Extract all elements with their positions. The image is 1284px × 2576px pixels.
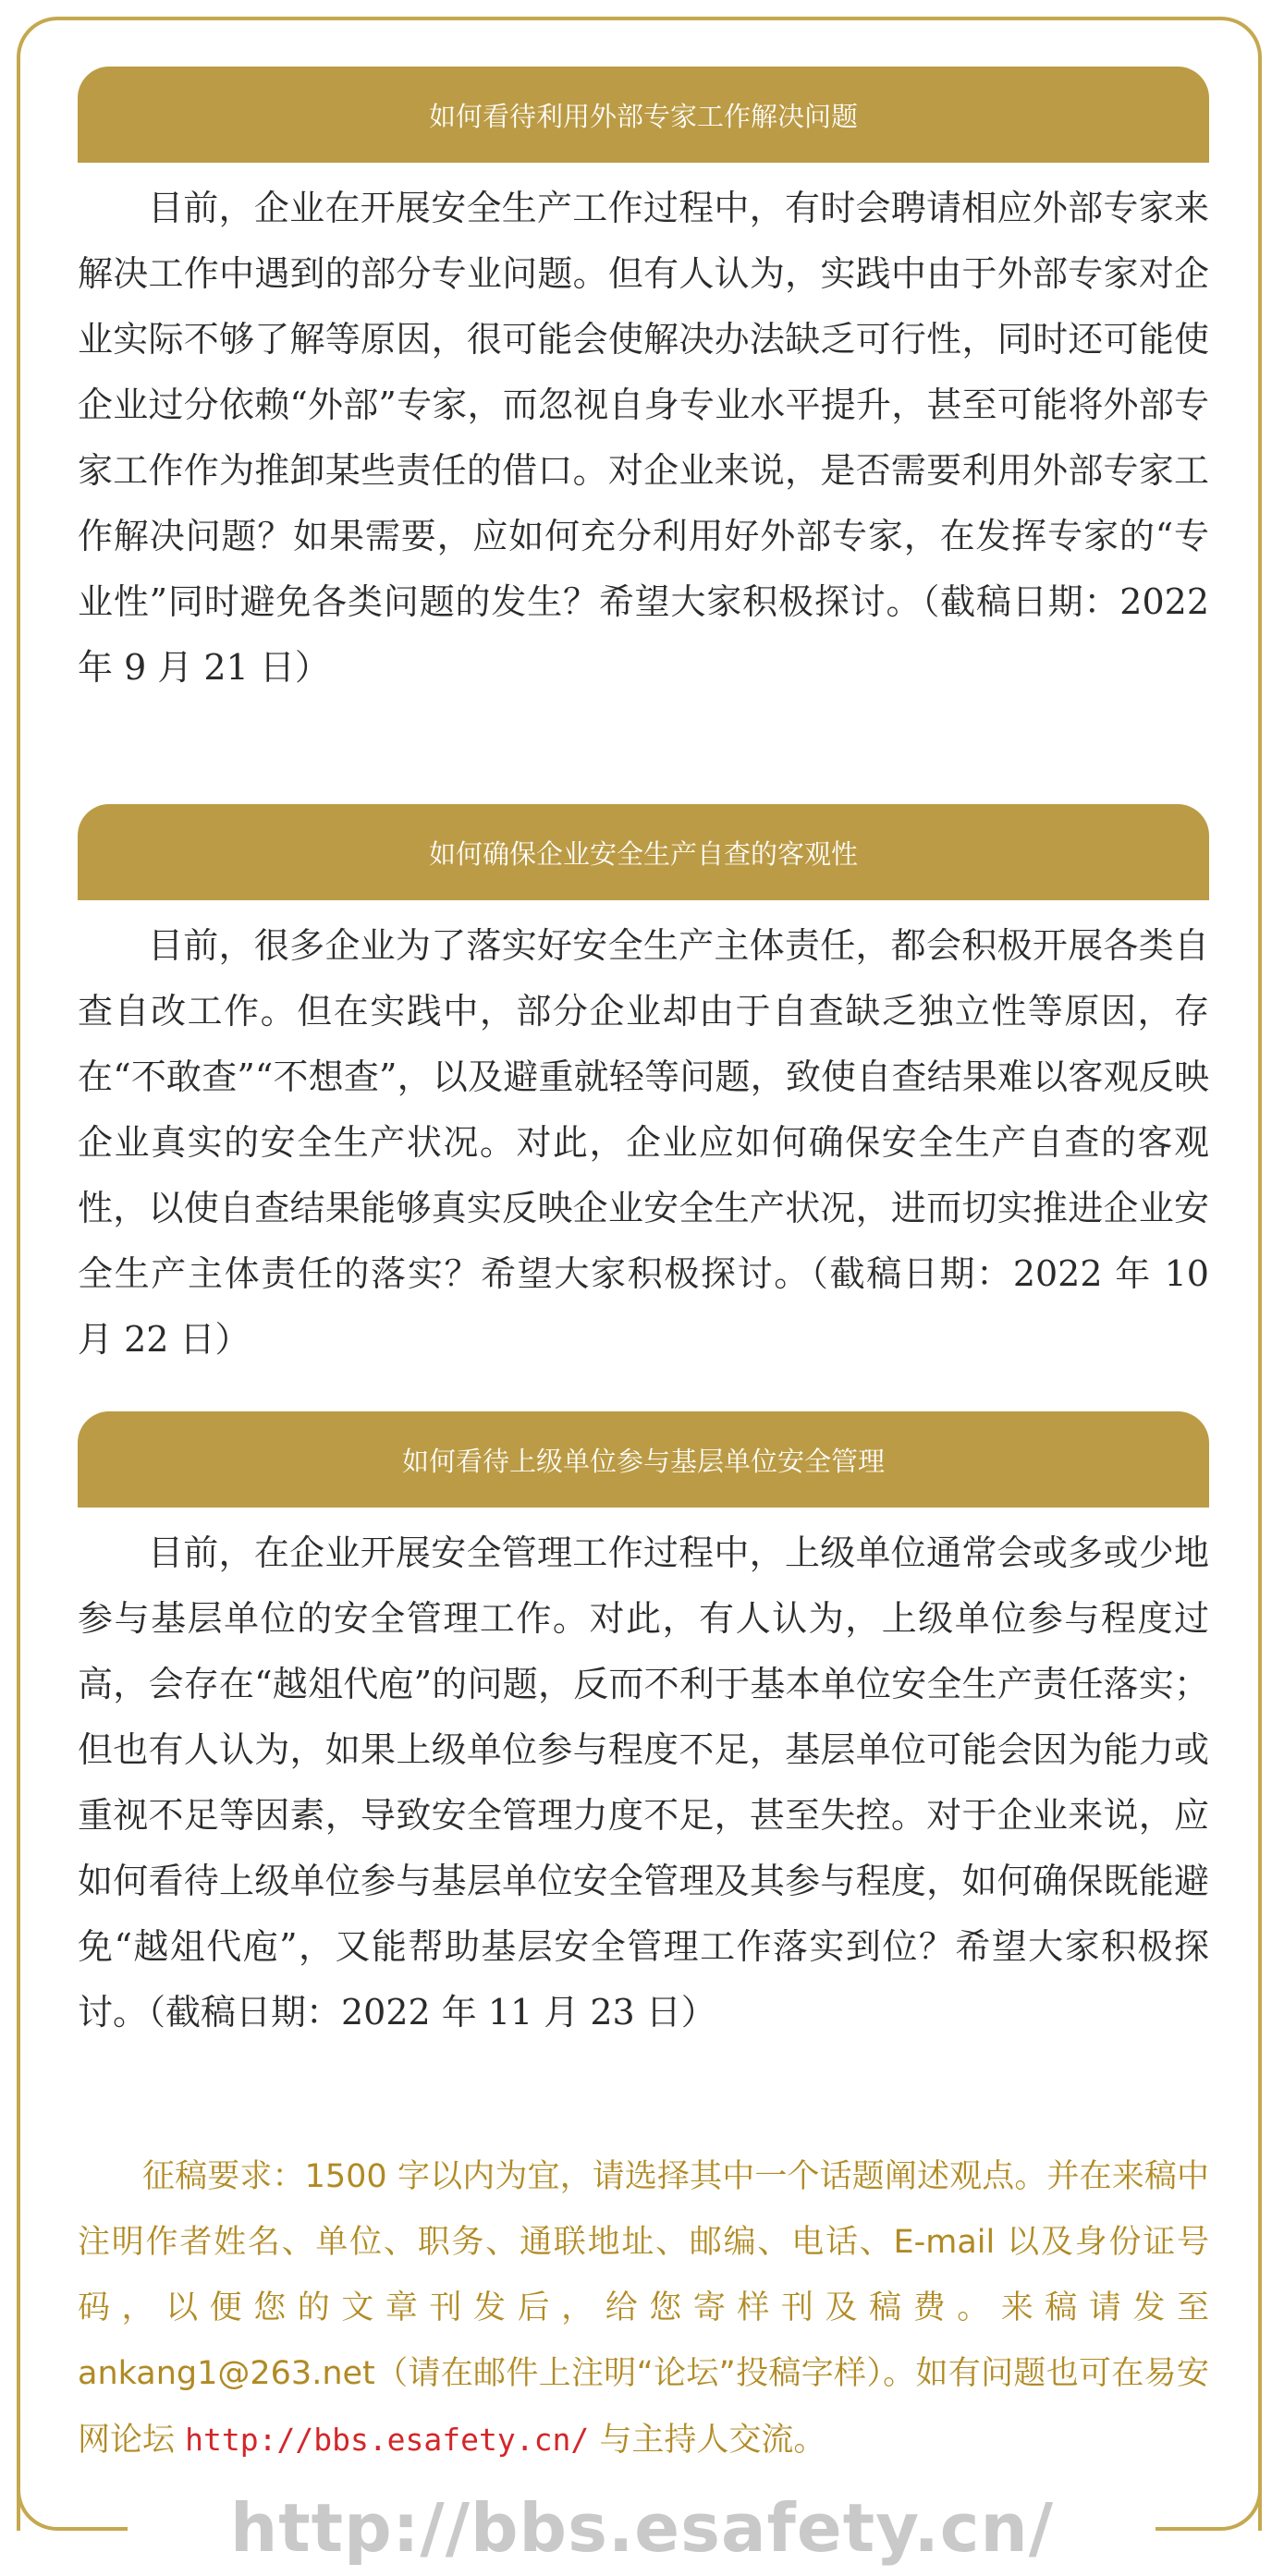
section-body-2: 目前，很多企业为了落实好安全生产主体责任，都会积极开展各类自查自改工作。但在实践中，部分企业却由于自查缺乏独立性等原因，存在“不敢查”“不想查”，以及避重就轻等问题，致使自查结果难以客观反映企业真实的安全生产状况。对此，企业应如何确保安全生产自查的客观性，以使自查结果能够真实反映企业安全生产状况，进而切实推进企业安全生产主体责任的落实？希望大家积极探讨。（截稿日期：2022 年 10 月 22 日） xyxy=(78,925,1209,1360)
call-for-papers-text: 征稿要求：1500 字以内为宜，请选择其中一个话题阐述观点。并在来稿中注明作者姓名、单位、职务、通联地址、邮编、电话、E-mail 以及身份证号码，以便您的文章刊发后，给您寄样刊及稿费。来稿请发至 ankang1@263.net（请在邮件上注明“论坛”投稿字样）。如有问题也可在易安网论坛 xyxy=(78,2158,1209,2459)
call-for-papers-tail: 与主持人交流。 xyxy=(589,2422,826,2459)
section-header-3: 如何看待上级单位参与基层单位安全管理 xyxy=(78,1411,1209,1508)
section-header-2: 如何确保企业安全生产自查的客观性 xyxy=(78,804,1209,900)
section-header-1: 如何看待利用外部专家工作解决问题 xyxy=(78,67,1209,163)
forum-link[interactable]: http://bbs.esafety.cn/ xyxy=(185,2422,590,2458)
section-body-1: 目前，企业在开展安全生产工作过程中，有时会聘请相应外部专家来解决工作中遇到的部分专业问题。但有人认为，实践中由于外部专家对企业实际不够了解等原因，很可能会使解决办法缺乏可行性，同时还可能使企业过分依赖“外部”专家，而忽视自身专业水平提升，甚至可能将外部专家工作作为推卸某些责任的借口。对企业来说，是否需要利用外部专家工作解决问题？如果需要，应如何充分利用好外部专家，在发挥专家的“专业性”同时避免各类问题的发生？希望大家积极探讨。（截稿日期：2022 年 9 月 21 日） xyxy=(78,188,1209,688)
footer-url-watermark: http://bbs.esafety.cn/ xyxy=(229,2489,1055,2567)
call-for-papers xyxy=(78,2144,1209,2473)
section-body-3: 目前，在企业开展安全管理工作过程中，上级单位通常会或多或少地参与基层单位的安全管理工作。对此，有人认为，上级单位参与程度过高，会存在“越俎代庖”的问题，反而不利于基本单位安全生产责任落实；但也有人认为，如果上级单位参与程度不足，基层单位可能会因为能力或重视不足等因素，导致安全管理力度不足，甚至失控。对于企业来说，应如何看待上级单位参与基层单位安全管理及其参与程度，如何确保既能避免“越俎代庖”，又能帮助基层安全管理工作落实到位？希望大家积极探讨。（截稿日期：2022 年 11 月 23 日） xyxy=(78,1532,1209,2033)
